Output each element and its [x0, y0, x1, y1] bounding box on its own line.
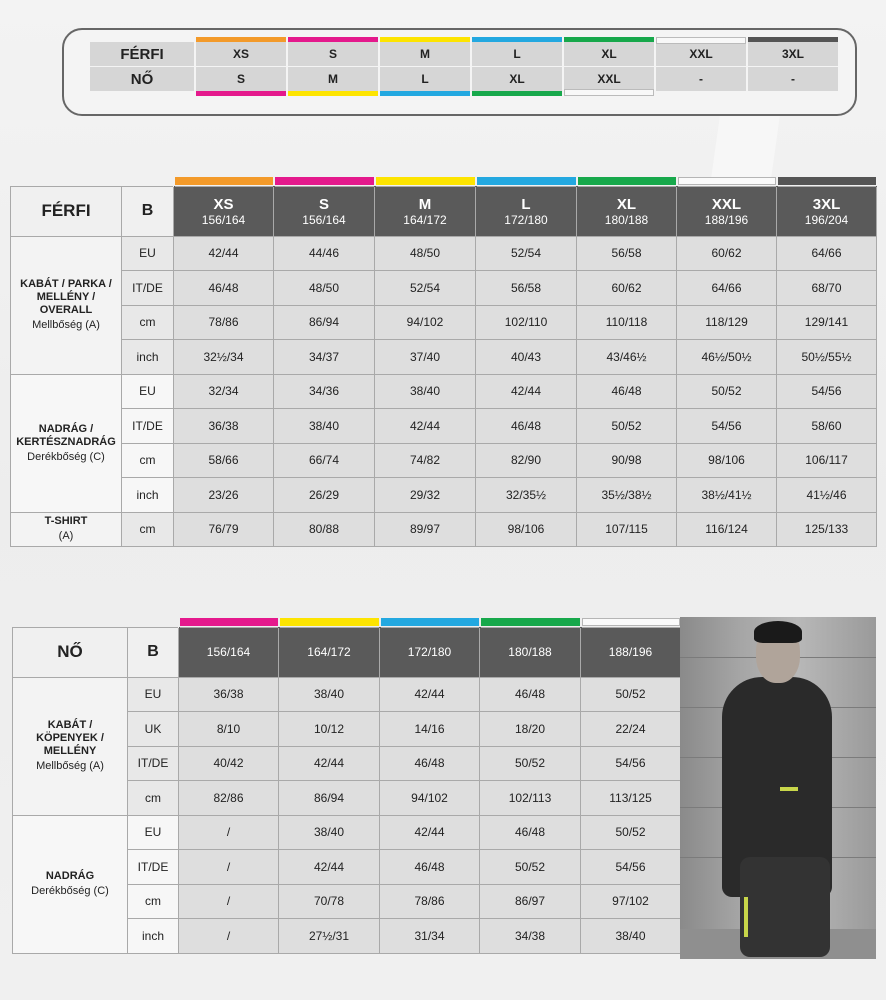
men-size-table: [10, 176, 878, 547]
b-column-header: B: [122, 186, 174, 236]
category-cell: [11, 512, 122, 547]
size-value-cell: 32½/34: [174, 340, 274, 375]
unit-cell: cm: [122, 305, 174, 340]
size-value-cell: 54/56: [581, 746, 681, 781]
table-row: [11, 443, 877, 478]
conversion-men-size: S: [288, 42, 378, 66]
size-value-cell: 52/54: [375, 271, 476, 306]
size-value-cell: 38/40: [279, 677, 380, 712]
size-value-cell: 125/133: [777, 512, 877, 547]
size-color-swatch: [477, 177, 576, 185]
size-value-cell: 66/74: [274, 443, 375, 478]
size-value-cell: 60/62: [677, 236, 777, 271]
size-value-cell: 98/106: [677, 443, 777, 478]
category-cell: [11, 236, 122, 374]
category-cell: [11, 374, 122, 512]
size-value-cell: 52/54: [476, 236, 577, 271]
unit-cell: EU: [122, 374, 174, 409]
conversion-men-size: L: [472, 42, 562, 66]
size-value-cell: 50/52: [480, 850, 581, 885]
size-value-cell: 50/52: [581, 815, 681, 850]
category-title: KÖPENYEK /: [36, 732, 104, 744]
unit-cell: cm: [122, 443, 174, 478]
header-row: [13, 627, 681, 677]
size-color-swatch: [778, 177, 876, 185]
size-value-cell: 116/124: [677, 512, 777, 547]
size-value-cell: 113/125: [581, 781, 681, 816]
size-value-cell: 46½/50½: [677, 340, 777, 375]
size-value-cell: 10/12: [279, 712, 380, 747]
size-label: M: [418, 195, 432, 213]
measurement-label: (A): [58, 530, 74, 543]
size-value-cell: 129/141: [777, 305, 877, 340]
size-value-cell: 34/38: [480, 919, 581, 954]
unit-cell: IT/DE: [122, 409, 174, 444]
size-value-cell: 46/48: [480, 677, 581, 712]
size-value-cell: 38/40: [274, 409, 375, 444]
height-range: 180/188: [604, 212, 649, 227]
size-label: XS: [213, 195, 234, 213]
size-value-cell: 42/44: [380, 815, 480, 850]
size-value-cell: 38/40: [279, 815, 380, 850]
size-value-cell: 22/24: [581, 712, 681, 747]
size-value-cell: 54/56: [677, 409, 777, 444]
size-value-cell: 42/44: [174, 236, 274, 271]
size-value-cell: 80/88: [274, 512, 375, 547]
size-value-cell: 46/48: [480, 815, 581, 850]
size-label: XL: [616, 195, 637, 213]
table-row: [11, 409, 877, 444]
size-color-swatch: [275, 177, 374, 185]
table-row: [13, 677, 681, 712]
size-value-cell: 60/62: [577, 271, 677, 306]
size-color-swatch: [381, 618, 479, 626]
size-value-cell: 98/106: [476, 512, 577, 547]
size-value-cell: 46/48: [380, 850, 480, 885]
category-title: T-SHIRT: [44, 515, 88, 528]
size-value-cell: 64/66: [677, 271, 777, 306]
size-value-cell: /: [179, 884, 279, 919]
size-value-cell: 48/50: [375, 236, 476, 271]
height-range: 156/164: [302, 212, 346, 227]
conversion-women-size: L: [380, 67, 470, 91]
size-column-header: 164/172: [279, 627, 380, 677]
size-column-header: 180/188: [480, 627, 581, 677]
conversion-men-size: M: [380, 42, 470, 66]
size-value-cell: 38/40: [375, 374, 476, 409]
conversion-women-size: S: [196, 67, 286, 91]
size-value-cell: 18/20: [480, 712, 581, 747]
category-title: MELLÉNY /: [36, 291, 96, 303]
size-value-cell: 56/58: [577, 236, 677, 271]
conversion-women-size: XXL: [564, 67, 654, 91]
size-value-cell: 94/102: [380, 781, 480, 816]
conversion-men-size: 3XL: [748, 42, 838, 66]
size-color-swatch: [678, 177, 776, 185]
category-title: NADRÁG: [45, 870, 95, 882]
b-column-header: B: [128, 627, 179, 677]
category-title: NADRÁG /: [38, 422, 94, 435]
height-range: 164/172: [403, 212, 447, 227]
women-size-table: [12, 617, 682, 954]
size-value-cell: 86/97: [480, 884, 581, 919]
size-value-cell: 58/66: [174, 443, 274, 478]
size-value-cell: 42/44: [375, 409, 476, 444]
unit-cell: cm: [128, 781, 179, 816]
height-range: 196/204: [804, 212, 849, 227]
size-column-header: [577, 186, 677, 236]
size-value-cell: 54/56: [581, 850, 681, 885]
size-value-cell: 42/44: [476, 374, 577, 409]
size-color-swatch: [578, 177, 676, 185]
conversion-men-size: XS: [196, 42, 286, 66]
size-value-cell: 64/66: [777, 236, 877, 271]
table-row: [11, 374, 877, 409]
size-label: S: [318, 195, 329, 213]
size-value-cell: 50/52: [581, 677, 681, 712]
measurement-label: Mellbőség (A): [32, 319, 100, 331]
size-value-cell: 50/52: [677, 374, 777, 409]
size-color-bar: [11, 176, 877, 186]
size-value-cell: 50/52: [577, 409, 677, 444]
size-label: 3XL: [812, 195, 841, 213]
size-value-cell: 89/97: [375, 512, 476, 547]
size-value-cell: 31/34: [380, 919, 480, 954]
size-value-cell: 36/38: [174, 409, 274, 444]
size-value-cell: 46/48: [476, 409, 577, 444]
size-value-cell: 40/42: [179, 746, 279, 781]
size-value-cell: 46/48: [174, 271, 274, 306]
size-value-cell: 32/34: [174, 374, 274, 409]
size-value-cell: 86/94: [274, 305, 375, 340]
size-value-cell: 94/102: [375, 305, 476, 340]
size-value-cell: /: [179, 815, 279, 850]
header-row: [11, 186, 877, 236]
size-value-cell: 42/44: [380, 677, 480, 712]
size-value-cell: 35½/38½: [577, 478, 677, 513]
conversion-women-size: -: [748, 67, 838, 91]
unit-cell: inch: [128, 919, 179, 954]
size-value-cell: 43/46½: [577, 340, 677, 375]
size-value-cell: 34/36: [274, 374, 375, 409]
size-conversion-box: [62, 28, 857, 116]
size-value-cell: 54/56: [777, 374, 877, 409]
table-row: [11, 512, 877, 547]
size-value-cell: 86/94: [279, 781, 380, 816]
size-value-cell: 58/60: [777, 409, 877, 444]
size-value-cell: 78/86: [174, 305, 274, 340]
size-column-header: [777, 186, 877, 236]
category-title: KABÁT /: [47, 719, 93, 731]
table-title: NŐ: [13, 627, 128, 677]
size-value-cell: 29/32: [375, 478, 476, 513]
conversion-men-size: XXL: [656, 42, 746, 66]
table-row: [11, 478, 877, 513]
conversion-row-men: [90, 42, 838, 66]
size-value-cell: 97/102: [581, 884, 681, 919]
size-value-cell: 34/37: [274, 340, 375, 375]
size-value-cell: 42/44: [279, 850, 380, 885]
unit-cell: cm: [122, 512, 174, 547]
size-column-header: [476, 186, 577, 236]
category-title: KERTÉSZNADRÁG: [16, 435, 116, 448]
size-value-cell: 50/52: [480, 746, 581, 781]
size-value-cell: 107/115: [577, 512, 677, 547]
size-column-header: 156/164: [179, 627, 279, 677]
measurement-label: Mellbőség (A): [36, 760, 104, 772]
unit-cell: cm: [128, 884, 179, 919]
size-value-cell: 27½/31: [279, 919, 380, 954]
size-value-cell: 76/79: [174, 512, 274, 547]
size-value-cell: 102/113: [480, 781, 581, 816]
size-value-cell: 56/58: [476, 271, 577, 306]
size-value-cell: 82/86: [179, 781, 279, 816]
size-value-cell: 44/46: [274, 236, 375, 271]
size-value-cell: 74/82: [375, 443, 476, 478]
size-value-cell: 38½/41½: [677, 478, 777, 513]
conversion-label-women: NŐ: [90, 67, 194, 91]
size-value-cell: 26/29: [274, 478, 375, 513]
size-column-header: 172/180: [380, 627, 480, 677]
size-color-bar: [13, 617, 681, 627]
conversion-men-size: XL: [564, 42, 654, 66]
size-value-cell: 38/40: [581, 919, 681, 954]
unit-cell: EU: [122, 236, 174, 271]
unit-cell: IT/DE: [128, 746, 179, 781]
table-row: [11, 271, 877, 306]
size-value-cell: 102/110: [476, 305, 577, 340]
table-row: [11, 340, 877, 375]
size-value-cell: 68/70: [777, 271, 877, 306]
size-value-cell: 46/48: [380, 746, 480, 781]
unit-cell: UK: [128, 712, 179, 747]
category-cell: [13, 677, 128, 815]
size-value-cell: 42/44: [279, 746, 380, 781]
size-color-swatch: [175, 177, 273, 185]
size-value-cell: 90/98: [577, 443, 677, 478]
size-label: XXL: [711, 195, 742, 213]
conversion-row-women: [90, 67, 838, 91]
unit-cell: EU: [128, 677, 179, 712]
category-title: OVERALL: [39, 304, 93, 316]
size-value-cell: 110/118: [577, 305, 677, 340]
table-row: [13, 815, 681, 850]
size-color-swatch: [582, 618, 680, 626]
size-value-cell: 37/40: [375, 340, 476, 375]
conversion-women-size: M: [288, 67, 378, 91]
table-title: FÉRFI: [11, 186, 122, 236]
size-column-header: [274, 186, 375, 236]
size-color-swatch: [376, 177, 475, 185]
size-value-cell: /: [179, 919, 279, 954]
size-value-cell: 40/43: [476, 340, 577, 375]
conversion-women-size: XL: [472, 67, 562, 91]
size-value-cell: 46/48: [577, 374, 677, 409]
size-value-cell: 118/129: [677, 305, 777, 340]
table-row: [11, 305, 877, 340]
category-title: MELLÉNY: [43, 745, 97, 757]
height-range: 188/196: [704, 212, 749, 227]
size-value-cell: 48/50: [274, 271, 375, 306]
category-cell: [13, 815, 128, 953]
size-value-cell: 8/10: [179, 712, 279, 747]
size-value-cell: 14/16: [380, 712, 480, 747]
table-row: [11, 236, 877, 271]
unit-cell: IT/DE: [128, 850, 179, 885]
size-color-swatch: [481, 618, 580, 626]
category-title: KABÁT / PARKA /: [20, 278, 112, 290]
measurement-label: Derékbőség (C): [27, 450, 105, 463]
size-color-swatch: [280, 618, 379, 626]
size-column-header: [174, 186, 274, 236]
size-column-header: [677, 186, 777, 236]
size-value-cell: 23/26: [174, 478, 274, 513]
unit-cell: EU: [128, 815, 179, 850]
size-color-swatch: [180, 618, 278, 626]
size-label: L: [521, 195, 531, 213]
size-value-cell: 82/90: [476, 443, 577, 478]
model-photo: [680, 617, 876, 959]
size-value-cell: 106/117: [777, 443, 877, 478]
unit-cell: inch: [122, 478, 174, 513]
size-value-cell: 32/35½: [476, 478, 577, 513]
size-value-cell: 78/86: [380, 884, 480, 919]
size-value-cell: 36/38: [179, 677, 279, 712]
size-value-cell: 70/78: [279, 884, 380, 919]
conversion-label-men: FÉRFI: [90, 42, 194, 66]
measurement-label: Derékbőség (C): [31, 885, 109, 897]
conversion-women-size: -: [656, 67, 746, 91]
height-range: 156/164: [201, 212, 246, 227]
size-value-cell: /: [179, 850, 279, 885]
size-column-header: 188/196: [581, 627, 681, 677]
size-value-cell: 50½/55½: [777, 340, 877, 375]
height-range: 172/180: [504, 212, 548, 227]
size-value-cell: 41½/46: [777, 478, 877, 513]
size-column-header: [375, 186, 476, 236]
model-trousers: [740, 857, 830, 957]
unit-cell: IT/DE: [122, 271, 174, 306]
unit-cell: inch: [122, 340, 174, 375]
